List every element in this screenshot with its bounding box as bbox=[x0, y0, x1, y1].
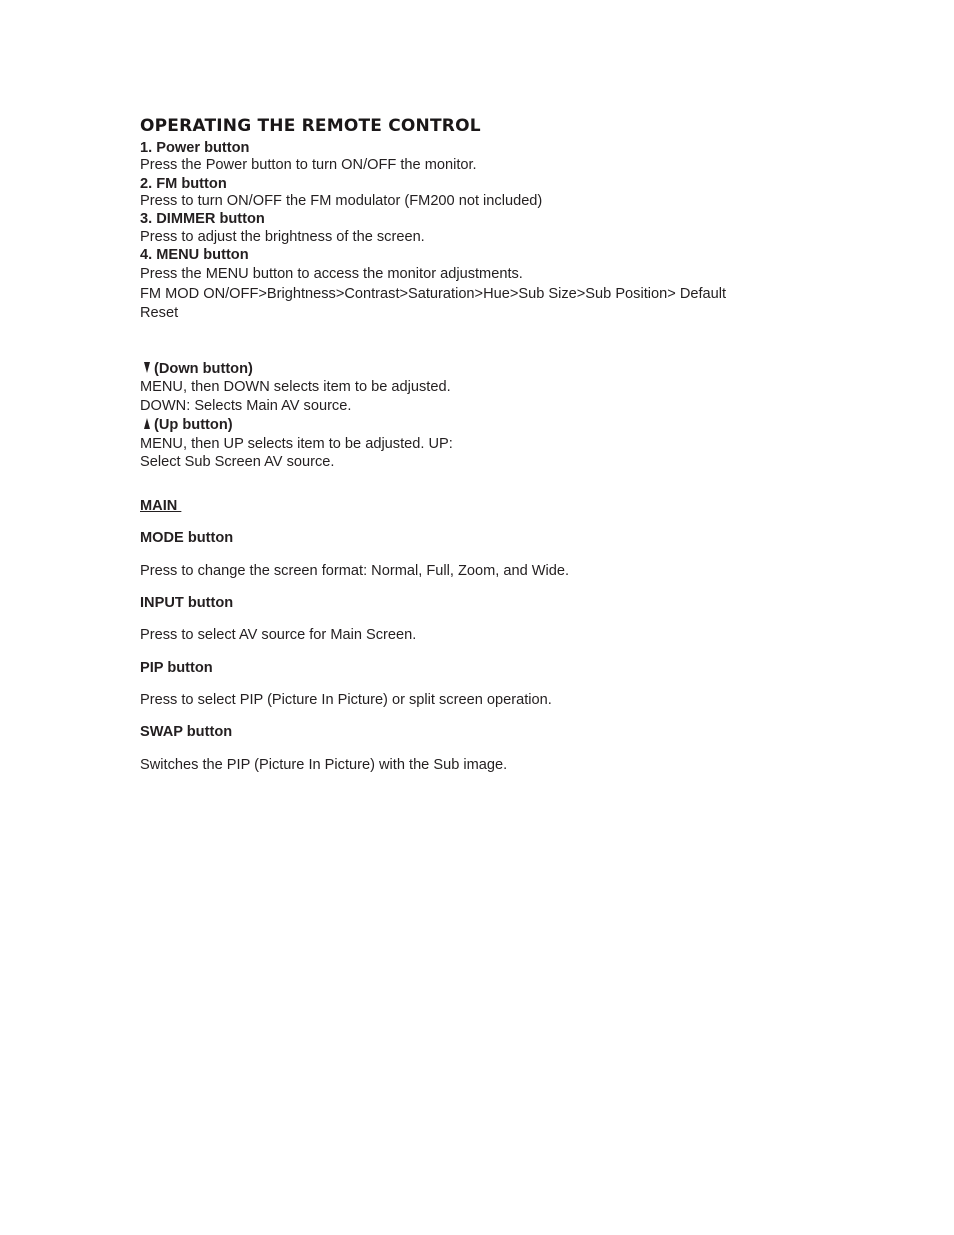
swap-button-heading: SWAP button bbox=[140, 724, 233, 740]
down-arrow-icon bbox=[140, 361, 154, 374]
fm-button-heading: 2. FM button bbox=[140, 176, 227, 192]
input-button-heading: INPUT button bbox=[140, 595, 234, 611]
menu-button-heading: 4. MENU button bbox=[140, 247, 249, 263]
main-section-heading: MAIN bbox=[140, 498, 182, 514]
down-button-heading: (Down button) bbox=[154, 361, 253, 377]
up-arrow-icon bbox=[140, 417, 154, 430]
input-button-description: Press to select AV source for Main Screen. bbox=[140, 627, 417, 643]
up-button-line2: Select Sub Screen AV source. bbox=[140, 454, 335, 470]
swap-button-description: Switches the PIP (Picture In Picture) with the Sub image. bbox=[140, 757, 508, 773]
up-button-line1: MENU, then UP selects item to be adjusted. UP: bbox=[140, 436, 453, 452]
mode-button-description: Press to change the screen format: Normal, Full, Zoom, and Wide. bbox=[140, 563, 570, 579]
fm-button-description: Press to turn ON/OFF the FM modulator (FM200 not included) bbox=[140, 193, 543, 209]
up-button-heading-row bbox=[140, 416, 233, 434]
power-button-heading: 1. Power button bbox=[140, 140, 250, 156]
page-title: OPERATING THE REMOTE CONTROL bbox=[140, 116, 481, 136]
power-button-description: Press the Power button to turn ON/OFF the monitor. bbox=[140, 157, 477, 173]
mode-button-heading: MODE button bbox=[140, 530, 234, 546]
menu-button-description: Press the MENU button to access the monitor adjustments. bbox=[140, 266, 523, 282]
dimmer-button-heading: 3. DIMMER button bbox=[140, 211, 265, 227]
dimmer-button-description: Press to adjust the brightness of the screen. bbox=[140, 229, 425, 245]
down-button-line2: DOWN: Selects Main AV source. bbox=[140, 398, 352, 414]
pip-button-description: Press to select PIP (Picture In Picture) or split screen operation. bbox=[140, 692, 552, 708]
menu-sequence-line2: Reset bbox=[140, 305, 179, 321]
down-button-line1: MENU, then DOWN selects item to be adjusted. bbox=[140, 379, 451, 395]
down-button-heading-row bbox=[140, 360, 253, 378]
up-button-heading: (Up button) bbox=[154, 417, 233, 433]
pip-button-heading: PIP button bbox=[140, 660, 213, 676]
menu-sequence-line1: FM MOD ON/OFF>Brightness>Contrast>Saturation>Hue>Sub Size>Sub Position> Default bbox=[140, 286, 727, 302]
